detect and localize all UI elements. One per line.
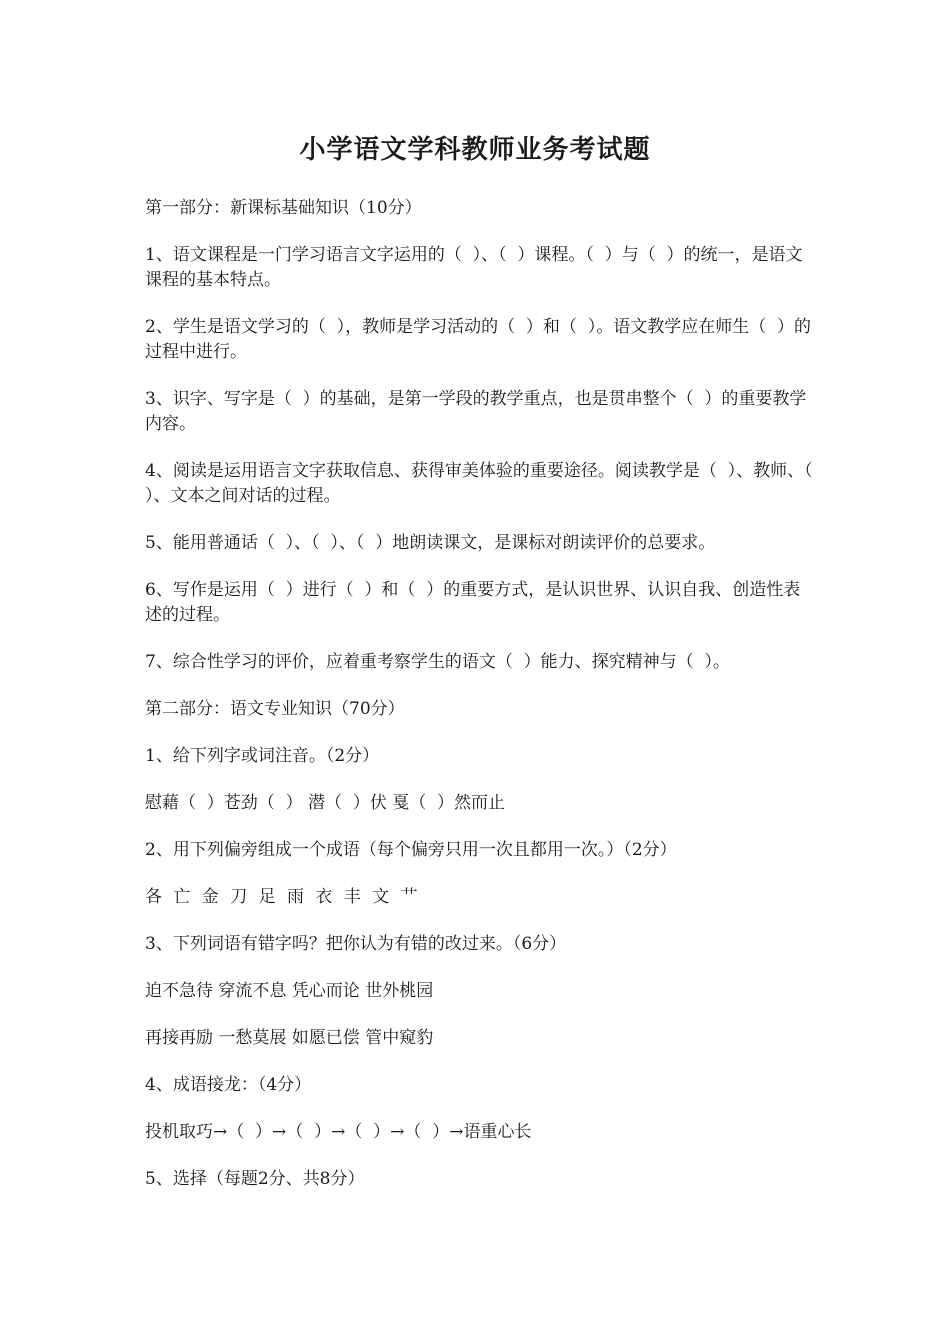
question-paragraph: 5、选择（每题2分、共8分）: [145, 1169, 365, 1189]
question-paragraph: 4、成语接龙：（4分）: [145, 1075, 312, 1095]
question-paragraph: 2、学生是语文学习的（ ），教师是学习活动的（ ）和（ ）。语文教学应在师生（ ）的过程中进行。: [145, 317, 812, 362]
section-heading-part-one: 第一部分：新课标基础知识（10分）: [145, 198, 422, 218]
radical-list: 各 亡 金 刀 足 雨 衣 丰 文 艹: [145, 887, 421, 907]
section-heading-part-two: 第二部分：语文专业知识（70分）: [145, 699, 405, 719]
question-paragraph: 7、综合性学习的评价，应着重考察学生的语文（ ）能力、探究精神与（ ）。: [145, 652, 730, 672]
question-paragraph: 4、阅读是运用语言文字获取信息、获得审美体验的重要途径。阅读教学是（ ）、教师、（ ）、文本之间对话的过程。: [145, 461, 824, 506]
page-title: 小学语文学科教师业务考试题: [299, 135, 651, 165]
document-body: [145, 196, 824, 1214]
question-paragraph: 2、用下列偏旁组成一个成语（每个偏旁只用一次且都用一次。）（2分）: [145, 840, 677, 860]
question-paragraph: 1、给下列字或词注音。（2分）: [145, 746, 380, 766]
question-paragraph: 1、语文课程是一门学习语言文字运用的（ ）、（ ）课程。（ ）与（ ）的统一，是语文课程的基本特点。: [145, 245, 803, 290]
word-list: 迫不急待 穿流不息 凭心而论 世外桃园: [145, 981, 434, 1001]
idiom-chain: 投机取巧→（ ）→（ ）→（ ）→（ ）→语重心长: [145, 1122, 532, 1142]
question-paragraph: 3、下列词语有错字吗？把你认为有错的改过来。（6分）: [145, 934, 567, 954]
question-paragraph: 3、识字、写字是（ ）的基础，是第一学段的教学重点，也是贯串整个（ ）的重要教学内容。: [145, 389, 807, 434]
answer-line: 慰藉（ ）苍劲（ ） 潜（ ）伏 戛（ ）然而止: [145, 793, 506, 813]
word-list: 再接再励 一愁莫展 如愿已偿 管中窥豹: [145, 1028, 434, 1048]
question-paragraph: 6、写作是运用（ ）进行（ ）和（ ）的重要方式，是认识世界、认识自我、创造性表述的过程。: [145, 580, 801, 625]
question-paragraph: 5、能用普通话（ ）、（ ）、（ ）地朗读课文，是课标对朗读评价的总要求。: [145, 533, 716, 553]
